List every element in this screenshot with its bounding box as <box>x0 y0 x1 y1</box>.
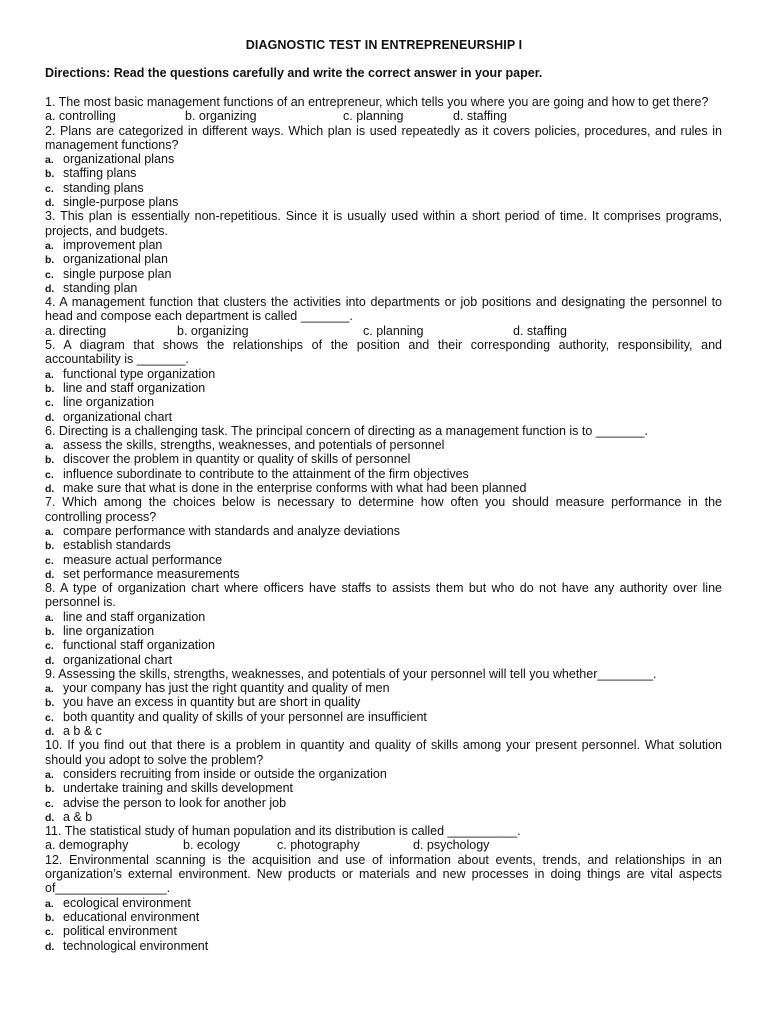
choice-letter: c. <box>45 711 54 724</box>
question-text: 2. Plans are categorized in different ways. Which plan is used repeatedly as it covers policies, procedures, and rules in management functions? <box>45 123 722 152</box>
choice-letter: b. <box>45 911 55 924</box>
choice-text: line organization <box>63 395 155 410</box>
choice-letter: b. <box>45 254 55 267</box>
answer-choice: d. staffing <box>513 323 567 338</box>
choice-letter: d. <box>45 282 55 295</box>
answer-choice <box>45 195 722 209</box>
answer-choice <box>45 252 722 266</box>
answer-choice <box>45 710 722 724</box>
answer-choice <box>45 724 722 738</box>
choice-letter: c. <box>45 182 54 195</box>
choice-letter: c. <box>45 268 54 281</box>
page-title: DIAGNOSTIC TEST IN ENTREPRENEURSHIP I <box>245 38 523 52</box>
choice-text: political environment <box>63 924 177 939</box>
inline-choices <box>45 838 722 852</box>
choice-letter: b. <box>45 454 55 467</box>
choice-text: educational environment <box>63 909 200 924</box>
question-text: 12. Environmental scanning is the acquisition and use of information about events, trends, and relationships in an organization’s external environment. New products or materials and new processes in doing things are vital aspects of________________. <box>45 852 722 896</box>
answer-choice <box>45 238 722 252</box>
choice-letter: a. <box>45 440 54 453</box>
answer-choice <box>45 524 722 538</box>
answer-choice <box>45 567 722 581</box>
choice-letter: d. <box>45 483 55 496</box>
choice-text: your company has just the right quantity and quality of men <box>63 681 390 696</box>
answer-choice: c. planning <box>363 323 424 338</box>
choice-letter: d. <box>45 568 55 581</box>
choice-text: technological environment <box>63 938 209 953</box>
answer-choice <box>45 681 722 695</box>
choice-text: advise the person to look for another job <box>63 795 287 810</box>
answer-choice: a. demography <box>45 838 129 853</box>
choice-letter: a. <box>45 768 54 781</box>
choice-text: functional staff organization <box>63 638 215 653</box>
answer-choice <box>45 367 722 381</box>
question-text: 8. A type of organization chart where officers have staffs to assists them but who do not have any authority over line personnel is. <box>45 581 722 610</box>
question-text: 1. The most basic management functions of an entrepreneur, which tells you where you are going and how to get there? <box>45 95 709 109</box>
choice-letter: b. <box>45 697 55 710</box>
question-text: 9. Assessing the skills, strengths, weaknesses, and potentials of your personnel will tell you whether________. <box>45 666 657 681</box>
answer-choice: b. organizing <box>177 323 249 338</box>
choice-letter: c. <box>45 640 54 653</box>
answer-choice <box>45 467 722 481</box>
choice-letter: b. <box>45 382 55 395</box>
question-list <box>45 95 722 953</box>
choice-text: ecological environment <box>63 895 191 910</box>
question-text: 10. If you find out that there is a problem in quantity and quality of skills among your present personnel. What solution should you adopt to solve the problem? <box>45 738 722 767</box>
answer-choice: d. staffing <box>453 109 507 124</box>
choice-text: set performance measurements <box>63 566 240 581</box>
choice-text: standing plan <box>63 280 138 295</box>
answer-choice <box>45 281 722 295</box>
answer-choice <box>45 796 722 810</box>
answer-choice <box>45 381 722 395</box>
choice-text: discover the problem in quantity or quality of skills of personnel <box>63 452 411 467</box>
answer-choice <box>45 767 722 781</box>
answer-choice <box>45 438 722 452</box>
answer-choice <box>45 638 722 652</box>
inline-choices <box>45 324 722 338</box>
answer-choice <box>45 452 722 466</box>
choice-letter: a. <box>45 611 54 624</box>
choice-text: line organization <box>63 623 155 638</box>
choice-text: single purpose plan <box>63 266 172 281</box>
answer-choice <box>45 610 722 624</box>
answer-choice <box>45 538 722 552</box>
answer-choice <box>45 924 722 938</box>
choice-text: line and staff organization <box>63 380 206 395</box>
choice-text: measure actual performance <box>63 552 223 567</box>
answer-choice: a. controlling <box>45 109 116 124</box>
question-text: 7. Which among the choices below is necessary to determine how often you should measure performance in the controlling process? <box>45 495 722 524</box>
choice-text: staffing plans <box>63 166 137 181</box>
answer-choice <box>45 152 722 166</box>
choice-text: a b & c <box>63 724 102 739</box>
answer-choice <box>45 781 722 795</box>
choice-text: assess the skills, strengths, weaknesses, and potentials of personnel <box>63 438 445 453</box>
choice-letter: d. <box>45 654 55 667</box>
choice-text: both quantity and quality of skills of your personnel are insufficient <box>63 709 427 724</box>
answer-choice: a. directing <box>45 323 107 338</box>
choice-letter: b. <box>45 625 55 638</box>
answer-choice <box>45 395 722 409</box>
choice-text: compare performance with standards and analyze deviations <box>63 523 400 538</box>
choice-text: organizational plans <box>63 152 175 167</box>
answer-choice <box>45 810 722 824</box>
choice-letter: a. <box>45 683 54 696</box>
choice-letter: a. <box>45 154 54 167</box>
answer-choice <box>45 624 722 638</box>
question-text: 3. This plan is essentially non-repetitious. Since it is usually used within a short period of time. It comprises programs, projects, and budgets. <box>45 209 722 238</box>
question-text: 4. A management function that clusters the activities into departments or job positions and designating the personnel to head and compose each department is called _______. <box>45 295 722 324</box>
answer-choice <box>45 939 722 953</box>
choice-letter: c. <box>45 926 54 939</box>
question-text: 5. A diagram that shows the relationships of the position and their corresponding authority, responsibility, and accountability is _______. <box>45 338 722 367</box>
inline-choices <box>45 109 722 123</box>
answer-choice: c. photography <box>277 838 360 853</box>
question-text: 6. Directing is a challenging task. The principal concern of directing as a management function is to _______. <box>45 423 648 438</box>
choice-text: make sure that what is done in the enterprise conforms with what had been planned <box>63 481 527 496</box>
choice-letter: a. <box>45 368 54 381</box>
choice-letter: a. <box>45 239 54 252</box>
choice-letter: c. <box>45 797 54 810</box>
answer-choice: d. psychology <box>413 838 490 853</box>
question-text: 11. The statistical study of human population and its distribution is called __________. <box>45 824 521 839</box>
answer-choice: b. organizing <box>185 109 257 124</box>
choice-text: line and staff organization <box>63 609 206 624</box>
directions: Directions: Read the questions carefully and write the correct answer in your paper. <box>45 66 543 80</box>
choice-letter: b. <box>45 540 55 553</box>
choice-text: influence subordinate to contribute to the attainment of the firm objectives <box>63 466 469 481</box>
answer-choice <box>45 910 722 924</box>
answer-choice <box>45 695 722 709</box>
choice-letter: d. <box>45 940 55 953</box>
choice-letter: b. <box>45 783 55 796</box>
choice-letter: c. <box>45 397 54 410</box>
choice-letter: a. <box>45 525 54 538</box>
choice-text: organizational plan <box>63 252 168 267</box>
answer-choice <box>45 481 722 495</box>
answer-choice <box>45 653 722 667</box>
answer-choice: c. planning <box>343 109 404 124</box>
choice-text: organizational chart <box>63 409 173 424</box>
choice-text: undertake training and skills development <box>63 781 293 796</box>
choice-text: considers recruiting from inside or outside the organization <box>63 766 387 781</box>
answer-choice <box>45 181 722 195</box>
answer-choice <box>45 267 722 281</box>
choice-text: organizational chart <box>63 652 173 667</box>
choice-letter: d. <box>45 811 55 824</box>
choice-letter: c. <box>45 554 54 567</box>
choice-letter: d. <box>45 197 55 210</box>
choice-letter: b. <box>45 168 55 181</box>
choice-text: establish standards <box>63 538 171 553</box>
answer-choice <box>45 166 722 180</box>
choice-letter: a. <box>45 897 54 910</box>
answer-choice <box>45 896 722 910</box>
choice-text: you have an excess in quantity but are short in quality <box>63 695 361 710</box>
choice-text: standing plans <box>63 180 144 195</box>
answer-choice <box>45 410 722 424</box>
choice-letter: c. <box>45 468 54 481</box>
choice-text: improvement plan <box>63 237 163 252</box>
choice-text: a & b <box>63 809 93 824</box>
answer-choice: b. ecology <box>183 838 240 853</box>
choice-letter: d. <box>45 411 55 424</box>
choice-letter: d. <box>45 726 55 739</box>
choice-text: functional type organization <box>63 366 216 381</box>
choice-text: single-purpose plans <box>63 195 179 210</box>
answer-choice <box>45 553 722 567</box>
